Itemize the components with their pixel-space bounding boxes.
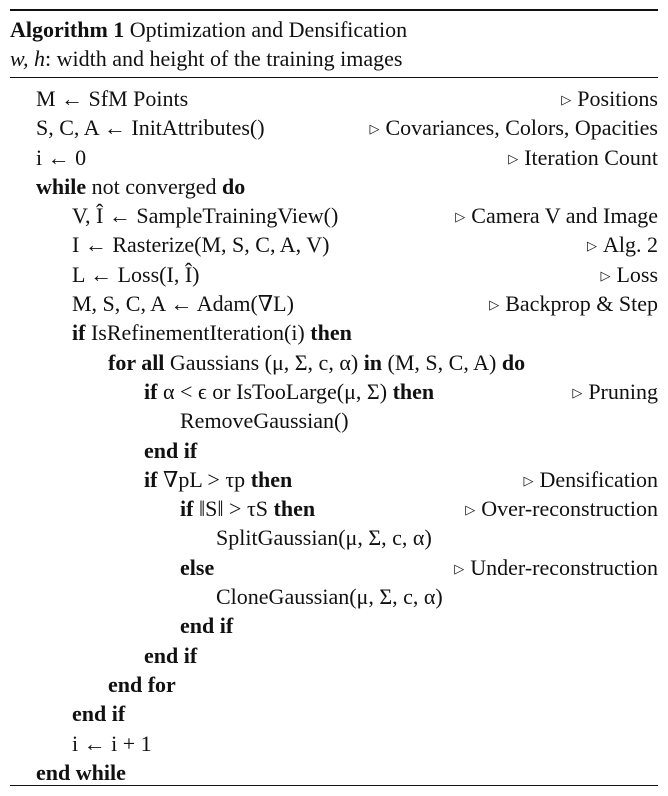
- keyword: while: [36, 173, 87, 199]
- keyword: end while: [36, 759, 126, 785]
- line-statement: [36, 758, 126, 787]
- line-comment: [587, 230, 658, 260]
- line-comment: [523, 465, 658, 495]
- statement-text: i ← i + 1: [72, 730, 152, 756]
- line-comment: [454, 553, 658, 583]
- line-statement: [180, 553, 214, 582]
- algorithm-line: [10, 84, 658, 113]
- algorithm-label: Algorithm 1: [10, 17, 125, 42]
- keyword: if: [144, 378, 158, 404]
- keyword: end if: [144, 642, 198, 668]
- statement-text: L ← Loss(I, Î): [72, 261, 200, 287]
- algorithm-line: [10, 406, 658, 435]
- inputs-desc: : width and height of the training images: [45, 46, 403, 71]
- statement-text: Gaussians (μ, Σ, c, α): [164, 349, 364, 375]
- comment-text: Over-reconstruction: [481, 496, 658, 522]
- comment-triangle-icon: ▷: [508, 150, 519, 166]
- keyword: then: [273, 496, 316, 522]
- keyword: if: [180, 496, 194, 522]
- line-comment: [572, 377, 658, 407]
- line-statement: [108, 670, 176, 699]
- statement-text: (M, S, C, A): [382, 349, 502, 375]
- algorithm-block: [10, 9, 658, 787]
- algorithm-line: [10, 436, 658, 465]
- algorithm-line: [10, 348, 658, 377]
- keyword: end if: [144, 437, 198, 463]
- keyword: do: [501, 349, 526, 375]
- line-statement: [180, 406, 349, 435]
- line-statement: [72, 729, 152, 758]
- comment-text: Loss: [616, 261, 658, 287]
- algorithm-line: [10, 318, 658, 347]
- statement-text: CloneGaussian(μ, Σ, c, α): [216, 584, 443, 610]
- comment-text: Pruning: [588, 378, 658, 404]
- line-statement: [144, 377, 434, 406]
- statement-text: RemoveGaussian(): [180, 408, 349, 434]
- algorithm-line: [10, 523, 658, 552]
- keyword: end if: [72, 701, 126, 727]
- comment-triangle-icon: ▷: [572, 384, 583, 400]
- keyword: then: [310, 320, 352, 346]
- line-statement: [72, 289, 294, 318]
- algorithm-line: [10, 289, 658, 318]
- comment-triangle-icon: ▷: [600, 267, 611, 283]
- statement-text: ‖S‖ > τS: [193, 496, 274, 522]
- comment-text: Camera V and Image: [471, 203, 658, 229]
- line-statement: [36, 84, 188, 113]
- statement-text: S, C, A ← InitAttributes(): [36, 115, 265, 141]
- statement-text: I ← Rasterize(M, S, C, A, V): [72, 232, 330, 258]
- comment-text: Covariances, Colors, Opacities: [385, 115, 658, 141]
- keyword: end for: [108, 671, 176, 697]
- comment-text: Positions: [577, 86, 658, 111]
- line-comment: [489, 289, 658, 319]
- keyword: do: [221, 173, 246, 199]
- statement-text: α < ϵ or IsTooLarge(μ, Σ): [157, 378, 393, 404]
- keyword: else: [180, 554, 215, 580]
- inputs-vars: w, h: [10, 46, 46, 71]
- comment-triangle-icon: ▷: [455, 209, 466, 225]
- line-statement: [72, 201, 338, 230]
- line-statement: [144, 465, 292, 494]
- line-comment: [561, 84, 658, 114]
- algorithm-line: [10, 670, 658, 699]
- comment-text: Under-reconstruction: [470, 554, 658, 580]
- keyword: if: [144, 466, 158, 492]
- keyword: then: [250, 466, 293, 492]
- line-statement: [36, 113, 265, 142]
- comment-text: Alg. 2: [603, 232, 658, 258]
- statement-text: not converged: [86, 173, 222, 199]
- line-comment: [508, 143, 658, 173]
- bottom-rule: [10, 785, 658, 786]
- line-comment: [455, 201, 658, 231]
- line-statement: [108, 348, 525, 377]
- algorithm-line: [10, 143, 658, 172]
- comment-triangle-icon: ▷: [561, 92, 572, 107]
- statement-text: V, Î ← SampleTrainingView(): [72, 203, 339, 229]
- algorithm-line: [10, 699, 658, 728]
- algorithm-lines: [10, 78, 658, 787]
- line-statement: [144, 641, 197, 670]
- comment-text: Iteration Count: [524, 144, 658, 170]
- line-statement: [36, 143, 86, 172]
- line-statement: [216, 582, 443, 611]
- line-statement: [72, 230, 329, 259]
- statement-text: SplitGaussian(μ, Σ, c, α): [216, 525, 432, 551]
- algorithm-line: [10, 465, 658, 494]
- algorithm-line: [10, 729, 658, 758]
- line-comment: [370, 113, 659, 143]
- statement-text: IsRefinementIteration(i): [85, 320, 311, 346]
- line-comment: [465, 494, 658, 524]
- algorithm-line: [10, 641, 658, 670]
- line-statement: [216, 523, 432, 552]
- keyword: end if: [180, 613, 234, 639]
- keyword: then: [392, 378, 435, 404]
- algorithm-line: [10, 553, 658, 582]
- statement-text: i ← 0: [36, 144, 87, 170]
- line-statement: [180, 611, 233, 640]
- keyword: for all: [108, 349, 165, 375]
- statement-text: M ← SfM Points: [36, 86, 189, 111]
- comment-triangle-icon: ▷: [454, 560, 465, 576]
- line-statement: [180, 494, 315, 523]
- line-statement: [144, 436, 197, 465]
- algorithm-line: [10, 230, 658, 259]
- comment-triangle-icon: ▷: [587, 238, 597, 254]
- algorithm-line: [10, 113, 658, 142]
- line-statement: [36, 172, 245, 201]
- line-statement: [72, 699, 125, 728]
- keyword: if: [72, 320, 86, 346]
- algorithm-line: [10, 172, 658, 201]
- algorithm-line: [10, 494, 658, 523]
- keyword: in: [363, 349, 383, 375]
- algorithm-line: [10, 758, 658, 787]
- algorithm-title: Optimization and Densification: [129, 17, 408, 42]
- algorithm-caption: [10, 11, 658, 73]
- comment-text: Densification: [539, 466, 658, 492]
- comment-triangle-icon: ▷: [489, 297, 500, 313]
- comment-triangle-icon: ▷: [369, 121, 380, 137]
- line-statement: [72, 318, 352, 347]
- statement-text: M, S, C, A ← Adam(∇L): [72, 291, 294, 317]
- line-statement: [72, 260, 200, 289]
- algorithm-line: [10, 582, 658, 611]
- comment-triangle-icon: ▷: [523, 472, 534, 488]
- comment-text: Backprop & Step: [505, 291, 658, 317]
- comment-triangle-icon: ▷: [465, 502, 476, 518]
- algorithm-line: [10, 377, 658, 406]
- statement-text: ∇pL > τp: [157, 466, 251, 492]
- algorithm-line: [10, 260, 658, 289]
- line-comment: [600, 260, 658, 290]
- algorithm-line: [10, 201, 658, 230]
- algorithm-line: [10, 611, 658, 640]
